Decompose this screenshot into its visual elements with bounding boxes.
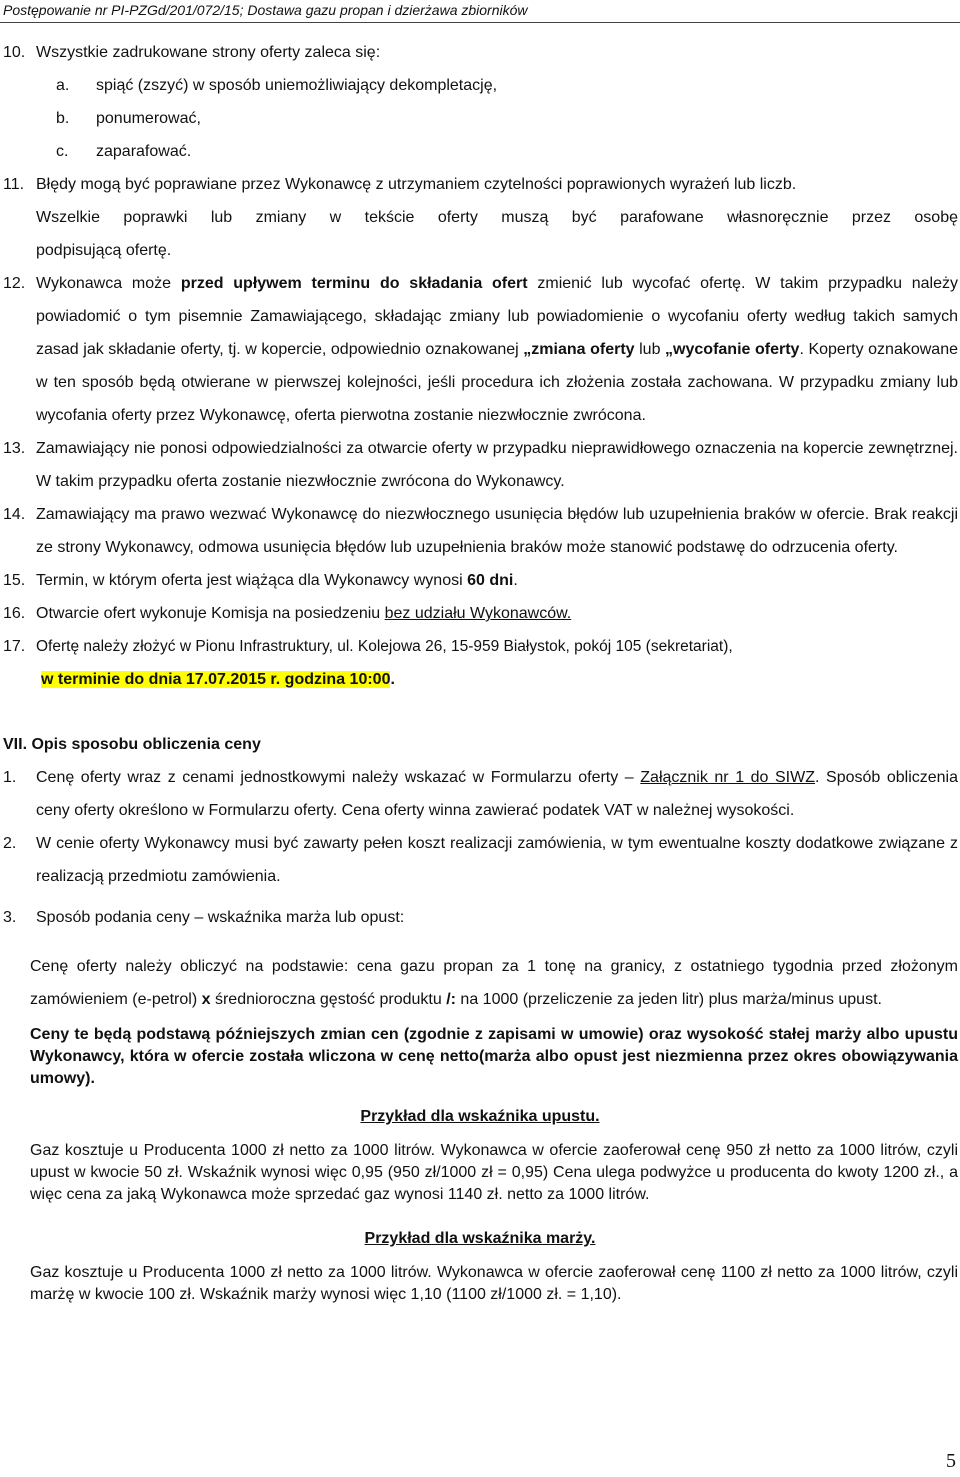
- formula-text: marża/minus upust.: [742, 991, 882, 1008]
- item-number: 14.: [3, 506, 26, 523]
- page-number: 5: [946, 1450, 956, 1472]
- point-text: W cenie oferty Wykonawcy musi być zawarty pełen koszt realizacji zamówienia, w tym ewentualne koszty dodatkowe związane z realizacją przedmiotu zamówienia.: [36, 835, 958, 885]
- subitem-10c: [0, 135, 960, 168]
- item-text: . Koperty oznakowane w ten sposób będą otwierane w pierwszej kolejności, jeśli procedura ich złożenia została zachowana. W przypadku zmiany lub wycofania oferty przez Wykonawcę, oferta pierwotna zostanie niezwłocznie zwrócona.: [36, 341, 958, 424]
- subitem-10a: [0, 69, 960, 102]
- subitem-letter: a.: [56, 77, 70, 94]
- price-formula: [0, 950, 960, 1016]
- attachment-reference: Załącznik nr 1 do SIWZ: [640, 769, 816, 786]
- item-number: 12.: [3, 275, 26, 292]
- example-margin-text: Gaz kosztuje u Producenta 1000 zł netto za 1000 litrów. Wykonawca w ofercie zaoferował cenę 1100 zł netto za 1000 litrów, czyli marżę w kwocie 100 zł. Wskaźnik marży wynosi więc 1,10 (1100 zł/1000 zł. = 1,10).: [30, 1264, 958, 1303]
- item-text: Zamawiający nie ponosi odpowiedzialności za otwarcie oferty w przypadku nieprawidłowego oznaczenia na kopercie zewnętrznej. W takim przypadku oferta zostanie niezwłocznie zwrócona do Wykonawcy.: [36, 440, 958, 490]
- point-number: 3.: [3, 909, 17, 926]
- subitem-text: spiąć (zszyć) w sposób uniemożliwiający dekompletację,: [96, 77, 498, 94]
- multiply-sign: x: [201, 991, 211, 1008]
- label-change-offer: „zmiana oferty: [523, 341, 635, 358]
- running-header: [0, 0, 960, 23]
- item-text: .: [390, 671, 395, 688]
- formula-text: na 1000 (przeliczenie za jeden litr) plus: [455, 991, 743, 1008]
- item-number: 17.: [3, 638, 26, 655]
- point-number: 1.: [3, 769, 17, 786]
- item-text: zmienić lub wycofać ofertę. W takim przypadku należy powiadomić o tym pisemnie Zamawiającego, składając zmiany lub powiadomienie o wycofaniu oferty według takich samych zasad jak składanie oferty, tj. w kopercie, odpowiednio oznakowanej: [36, 275, 959, 358]
- item-12: [0, 267, 960, 432]
- subitem-letter: c.: [56, 143, 69, 160]
- item-text: Termin, w którym oferta jest wiążąca dla Wykonawcy wynosi: [36, 572, 468, 589]
- item-text-line: podpisującą ofertę.: [36, 242, 172, 259]
- item-text: Wykonawca może: [36, 275, 181, 292]
- item-number: 16.: [3, 605, 26, 622]
- item-13: [0, 432, 960, 498]
- item-number: 10.: [3, 44, 26, 61]
- formula-text: Cenę oferty należy obliczyć na podstawie: cena gazu propan za 1 tonę na granicy, z ostatniego tygodnia przed złożonym zamówieniem (e-petrol): [30, 958, 958, 1008]
- binding-period: 60 dni: [467, 572, 514, 589]
- point-text: Sposób podania ceny – wskaźnika marża lub opust:: [36, 909, 405, 926]
- subitem-10b: [0, 102, 960, 135]
- section-title: VII. Opis sposobu obliczenia ceny: [3, 736, 261, 753]
- item-number: 11.: [3, 176, 25, 193]
- example-discount-title: Przykład dla wskaźnika upustu.: [360, 1108, 600, 1125]
- item-text: Wszystkie zadrukowane strony oferty zaleca się:: [36, 44, 381, 61]
- item-text: .: [513, 572, 518, 589]
- point-text: . Sposób obliczenia ceny oferty określono w Formularzu oferty. Cena oferty winna zawierać podatek VAT w należnej wysokości.: [36, 769, 959, 819]
- section-point-3: [0, 901, 960, 934]
- item-17: [0, 630, 960, 696]
- subitem-text: ponumerować,: [96, 110, 201, 127]
- deadline-phrase: przed upływem terminu do składania ofert: [180, 275, 528, 292]
- bold-note: Ceny te będą podstawą późniejszych zmian cen (zgodnie z zapisami w umowie) oraz wysokość stałej marży albo upustu Wykonawcy, która w ofercie została wliczona w cenę netto(marża albo opust jest niezmienna przez okres obowiązywania umowy).: [30, 1026, 958, 1087]
- point-number: 2.: [3, 835, 17, 852]
- item-text: Ofertę należy złożyć w Pionu Infrastruktury, ul. Kolejowa 26, 15-959 Białystok, pokój 105 (sekretariat),: [36, 638, 733, 655]
- item-text: Zamawiający ma prawo wezwać Wykonawcę do niezwłocznego usunięcia błędów lub uzupełnienia braków w ofercie. Brak reakcji ze strony Wykonawcy, odmowa usunięcia błędów lub uzupełnienia braków może stanowić podstawę do odrzucenia oferty.: [36, 506, 958, 556]
- divide-sign: /:: [446, 991, 456, 1008]
- subitem-letter: b.: [56, 110, 70, 127]
- item-11: [0, 168, 960, 267]
- example-margin-title: Przykład dla wskaźnika marży.: [364, 1230, 596, 1247]
- item-10: [0, 36, 960, 69]
- item-text-line: Błędy mogą być poprawiane przez Wykonawcę z utrzymaniem czytelności poprawionych wyrażeń lub liczb.: [36, 176, 797, 193]
- item-16: [0, 597, 960, 630]
- item-number: 13.: [3, 440, 26, 457]
- formula-text: średnioroczna gęstość produktu: [210, 991, 447, 1008]
- item-14: [0, 498, 960, 564]
- example-discount-text: Gaz kosztuje u Producenta 1000 zł netto za 1000 litrów. Wykonawca w ofercie zaoferował cenę 950 zł netto za 1000 litrów, czyli upust w kwocie 50 zł. Wskaźnik wynosi więc 0,95 (950 zł/1000 zł = 0,95) Cena ulega podwyżce u producenta do kwoty 1200 zł., a więc cena za jaką Wykonawca może sprzedać gaz wynosi 1140 zł. netto za 1000 litrów.: [30, 1142, 958, 1203]
- item-text-line: Wszelkie poprawki lub zmiany w tekście oferty muszą być parafowane własnoręcznie przez osobę: [36, 209, 958, 226]
- without-contractors: bez udziału Wykonawców.: [384, 605, 572, 622]
- item-15: [0, 564, 960, 597]
- item-number: 15.: [3, 572, 26, 589]
- item-text: Otwarcie ofert wykonuje Komisja na posiedzeniu: [36, 605, 385, 622]
- item-text: lub: [634, 341, 666, 358]
- label-withdraw-offer: „wycofanie oferty: [665, 341, 800, 358]
- submission-deadline: w terminie do dnia 17.07.2015 r. godzina 10:00: [41, 671, 391, 688]
- subitem-text: zaparafować.: [96, 143, 192, 160]
- header-title: Postępowanie nr PI-PZGd/201/072/15; Dostawa gazu propan i dzierżawa zbiorników: [3, 2, 528, 18]
- section-point-1: [0, 761, 960, 827]
- document-body: [0, 36, 960, 1306]
- section-point-2: [0, 827, 960, 893]
- point-text: Cenę oferty wraz z cenami jednostkowymi należy wskazać w Formularzu oferty –: [36, 769, 641, 786]
